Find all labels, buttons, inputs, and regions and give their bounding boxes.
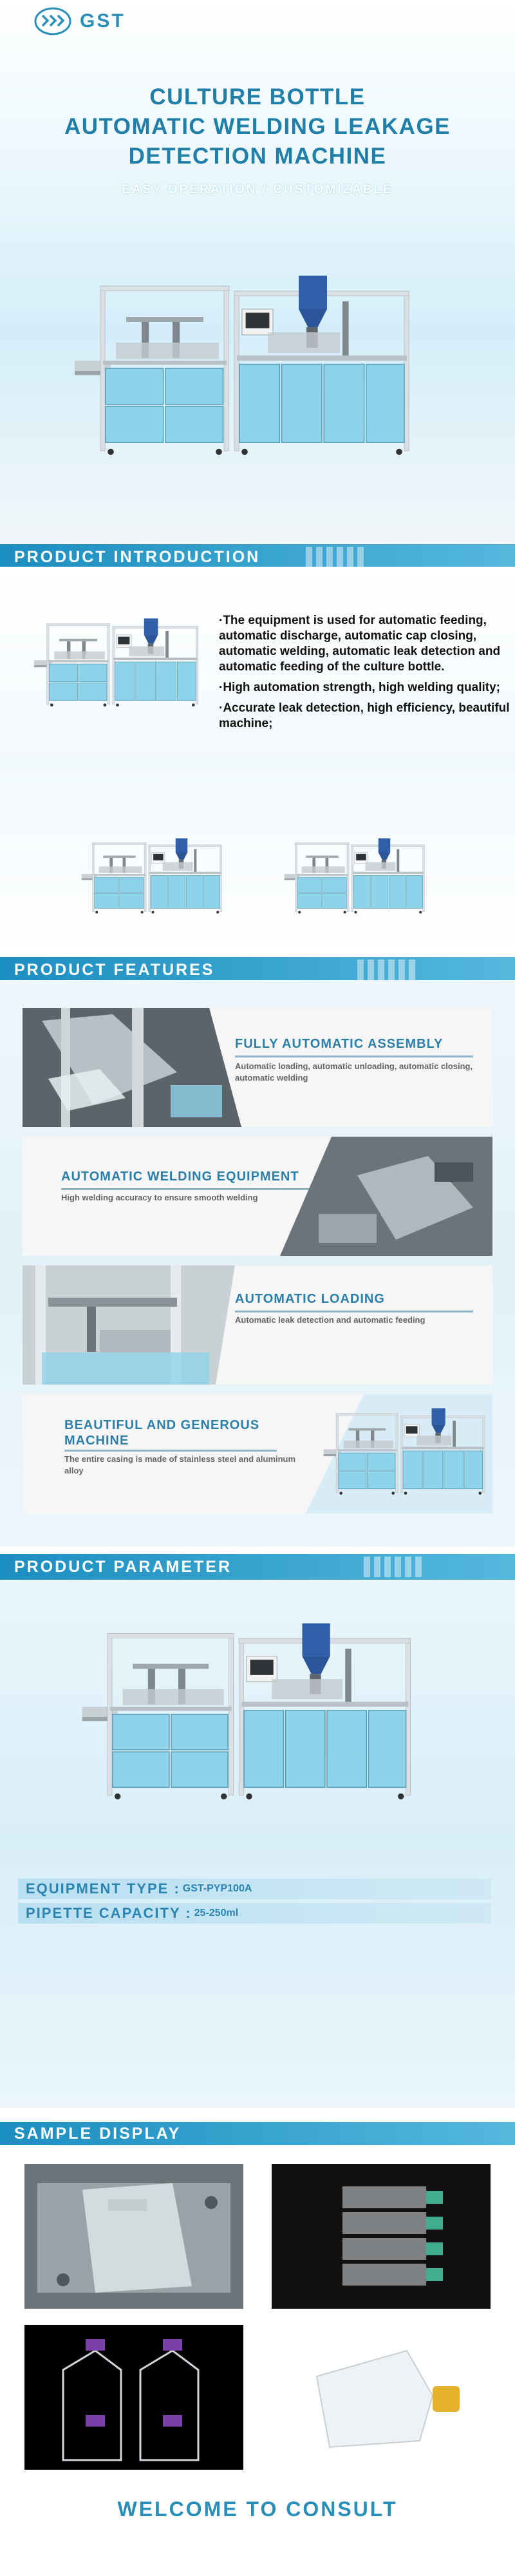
feature-card-machine <box>23 1394 492 1513</box>
section-title: PRODUCT INTRODUCTION <box>14 548 261 566</box>
spec-row-equipment-type <box>18 1879 491 1899</box>
feature-description: Automatic leak detection and automatic feeding <box>235 1315 426 1325</box>
hero-title <box>0 82 515 171</box>
hero-title-line: AUTOMATIC WELDING LEAKAGE <box>64 114 451 139</box>
spec-label: PIPETTE CAPACITY : <box>26 1905 192 1921</box>
section-band-features <box>0 957 515 983</box>
intro-machine-image <box>29 602 206 731</box>
feature-description: High welding accuracy to ensure smooth welding <box>61 1193 258 1202</box>
feature-card-welding <box>23 1137 492 1256</box>
sample-image-stacked-flasks <box>272 2164 491 2309</box>
feature-title: AUTOMATIC LOADING <box>235 1292 385 1306</box>
band-stripes-decoration <box>364 1557 422 1577</box>
section-band-introduction <box>0 544 515 570</box>
intro-point: ·High automation strength, high welding quality; <box>219 681 500 694</box>
feature-description: The entire casing is made of stainless steel and aluminum alloy <box>64 1454 296 1475</box>
hero-title-line: DETECTION MACHINE <box>128 144 387 169</box>
intro-machine-image-left <box>77 823 229 936</box>
gst-logo-icon <box>33 5 72 37</box>
feature-description: Automatic loading, automatic unloading, automatic closing, automatic welding <box>235 1061 473 1083</box>
intro-machine-image-right <box>280 823 431 936</box>
feature-divider <box>235 1311 473 1312</box>
spec-label: EQUIPMENT TYPE : <box>26 1880 180 1897</box>
section-title: PRODUCT FEATURES <box>14 961 215 979</box>
feature-title: FULLY AUTOMATIC ASSEMBLY <box>235 1037 444 1051</box>
band-stripes-decoration <box>357 960 415 980</box>
hero-machine-image <box>64 245 425 502</box>
sample-image-bottles <box>24 2325 243 2470</box>
feature-title: BEAUTIFUL AND GENEROUS MACHINE <box>64 1418 260 1448</box>
sample-flasks-photo <box>272 2164 491 2309</box>
hero-title-line: CULTURE BOTTLE <box>149 84 366 109</box>
brand-name: GST <box>80 10 126 32</box>
parameter-machine-image <box>72 1591 426 1848</box>
welcome-to-consult: WELCOME TO CONSULT <box>117 2497 398 2521</box>
band-stripes-decoration <box>306 547 364 567</box>
spec-value: GST-PYP100A <box>182 1883 252 1894</box>
feature-divider <box>64 1450 277 1452</box>
section-band-samples <box>0 2122 515 2145</box>
feature-divider <box>235 1056 473 1057</box>
sample-image-flask-yellow-cap <box>272 2325 491 2470</box>
feature-card-loading <box>23 1265 492 1385</box>
sample-bottles-photo <box>24 2325 243 2470</box>
feature-image <box>280 1137 492 1256</box>
sample-mold-photo <box>24 2164 243 2309</box>
section-title: SAMPLE DISPLAY <box>14 2125 182 2143</box>
introduction-list <box>219 613 512 737</box>
feature-image <box>306 1394 492 1513</box>
sample-flask-photo <box>272 2325 491 2470</box>
feature-image <box>23 1008 241 1127</box>
feature-card-assembly <box>23 1008 492 1127</box>
intro-point: ·The equipment is used for automatic feeding, automatic discharge, automatic cap closing, automatic welding, automatic leak detection and automatic feeding of the culture bottle. <box>219 614 501 674</box>
hero-subtitle: EASY OPERATION / CUSTOMIZABLE <box>122 183 393 196</box>
brand-logo[interactable] <box>33 5 126 37</box>
spec-row-pipette-capacity <box>18 1903 491 1924</box>
intro-point: ·Accurate leak detection, high efficiency, beautiful machine; <box>219 701 510 730</box>
spec-value: 25-250ml <box>194 1908 239 1918</box>
section-band-parameter <box>0 1554 515 1580</box>
feature-title: AUTOMATIC WELDING EQUIPMENT <box>61 1170 299 1184</box>
sample-image-mold <box>24 2164 243 2309</box>
section-title: PRODUCT PARAMETER <box>14 1558 232 1576</box>
feature-image <box>23 1265 241 1385</box>
